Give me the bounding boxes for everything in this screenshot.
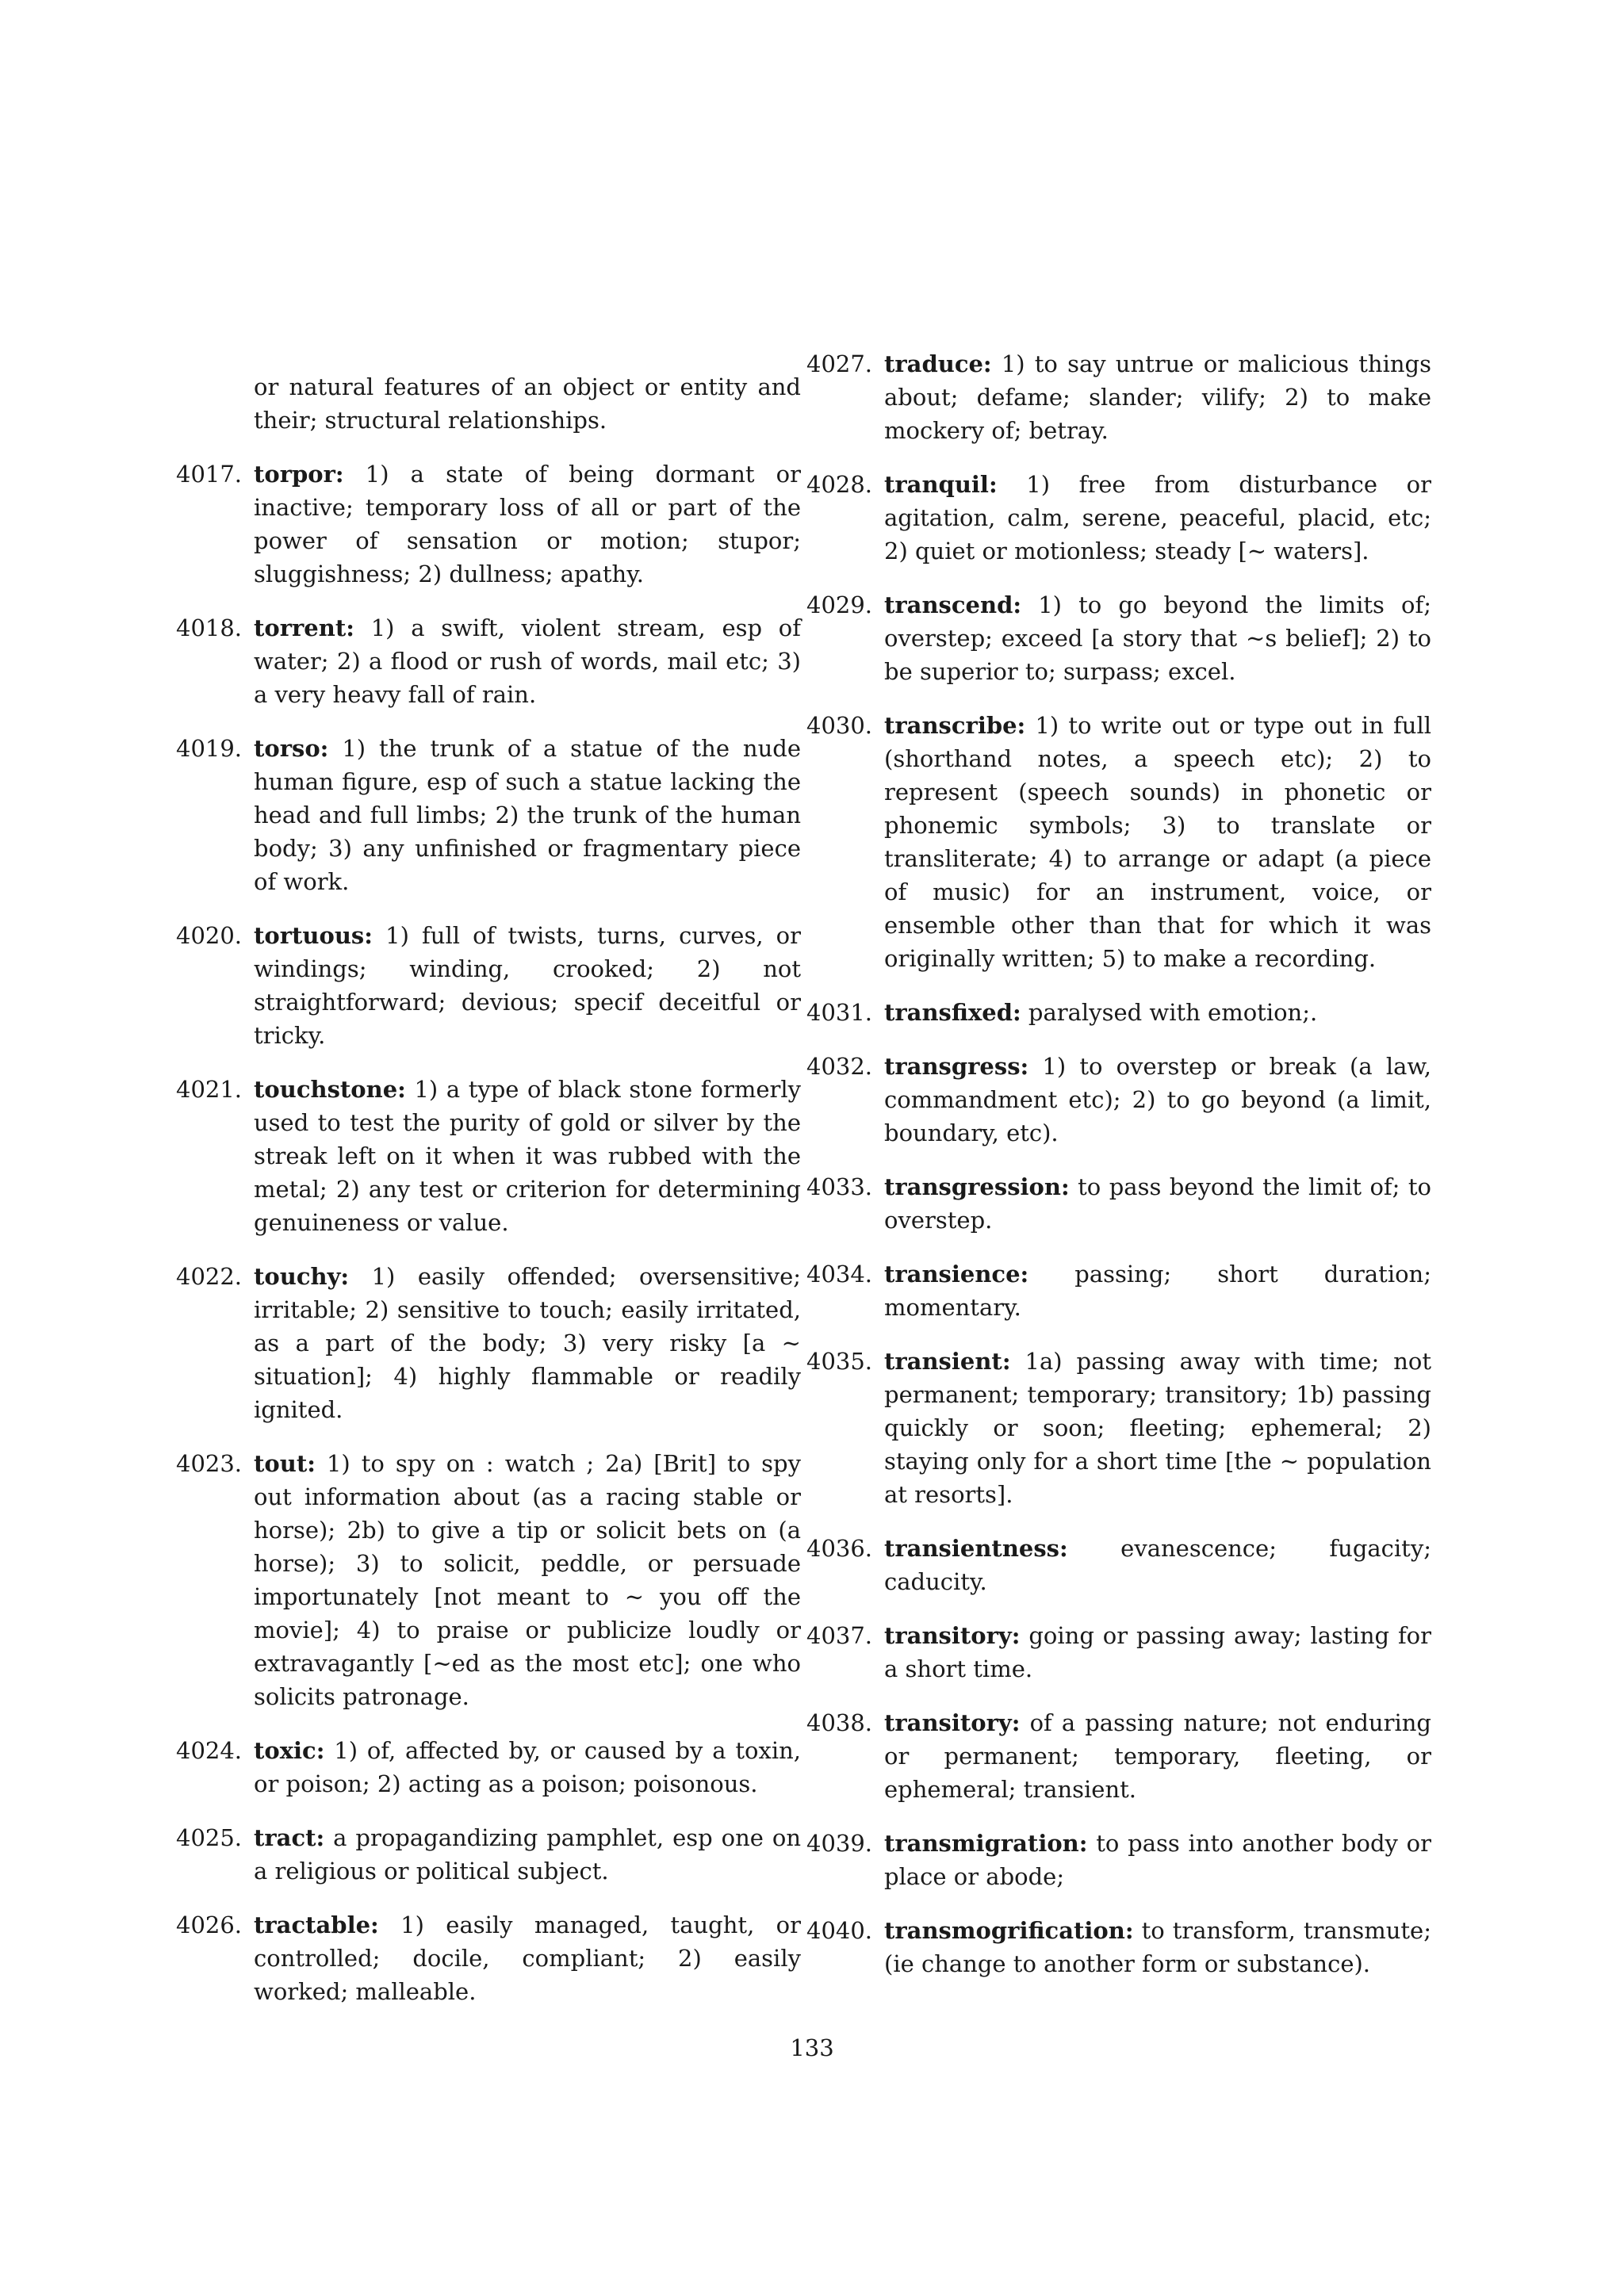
entry-number: 4026. (176, 1911, 243, 1938)
dictionary-entry (806, 1170, 1432, 1237)
headword: transitory: (884, 1709, 1021, 1736)
entry-number: 4025. (176, 1824, 243, 1851)
definition: 1) full of twists, turns, curves, or windings; winding, crooked; 2) not straightforward; devious; specif deceitful or tricky. (254, 922, 802, 1049)
definition: 1) to overstep or break (a law, commandment etc); 2) to go beyond (a limit, boundary, etc). (884, 1053, 1431, 1146)
headword: transientness: (884, 1535, 1068, 1562)
dictionary-entry (176, 1447, 802, 1713)
dictionary-entry (176, 1073, 802, 1239)
dictionary-entry (176, 1260, 802, 1426)
entry-number: 4017. (176, 461, 243, 488)
entry-number: 4021. (176, 1076, 243, 1103)
headword: transcend: (884, 591, 1022, 618)
entry-number: 4029. (806, 591, 873, 618)
headword: transitory: (884, 1622, 1021, 1649)
headword: toxic: (254, 1737, 325, 1764)
definition: 1) easily offended; oversensitive; irritable; 2) sensitive to touch; easily irritated, as a part of the body; 3) very risky [a ∼ situation]; 4) highly flammable or readily ignited. (254, 1263, 802, 1423)
dictionary-entry (176, 919, 802, 1052)
headword: transfixed: (884, 999, 1021, 1026)
continued-definition: or natural features of an object or entity and their; structural relationships. (254, 373, 801, 434)
headword: transgress: (884, 1053, 1029, 1080)
dictionary-entry (806, 709, 1432, 975)
entry-number: 4020. (176, 922, 243, 949)
entry-number: 4040. (806, 1917, 873, 1944)
headword: torpor: (254, 461, 344, 488)
entry-number: 4038. (806, 1709, 873, 1736)
definition: 1) of, affected by, or caused by a toxin, or poison; 2) acting as a poison; poisonous. (254, 1737, 801, 1797)
definition: 1) to go beyond the limits of; overstep; exceed [a story that ∼s belief]; 2) to be superior to; surpass; excel. (884, 591, 1432, 685)
dictionary-entry (176, 1734, 801, 1800)
entry-number: 4022. (176, 1263, 243, 1290)
headword: transience: (884, 1261, 1029, 1288)
definition: a propagandizing pamphlet, esp one on a religious or political subject. (254, 1824, 801, 1885)
headword: tranquil: (884, 471, 998, 498)
dictionary-entry (806, 588, 1432, 688)
headword: touchy: (254, 1263, 350, 1290)
right-column (806, 347, 1432, 2001)
headword: transient: (884, 1348, 1011, 1375)
dictionary-entry (806, 347, 1431, 447)
headword: torrent: (254, 614, 354, 641)
headword: touchstone: (254, 1076, 406, 1103)
dictionary-entry (806, 1619, 1431, 1686)
dictionary-entry (806, 468, 1431, 568)
dictionary-entry (806, 1257, 1432, 1324)
definition: to pass beyond the limit of; to overstep. (884, 1173, 1432, 1234)
left-column (176, 347, 802, 2029)
entry-number: 4037. (806, 1622, 873, 1649)
definition: 1) to say untrue or malicious things about; defame; slander; vilify; 2) to make mockery of; betray. (884, 350, 1431, 444)
dictionary-entry (176, 1821, 801, 1888)
entry-number: 4023. (176, 1450, 243, 1477)
entry-number: 4019. (176, 735, 243, 762)
headword: transmigration: (884, 1830, 1088, 1857)
entry-number: 4028. (806, 471, 873, 498)
entry-number: 4033. (806, 1173, 873, 1200)
definition: 1) a state of being dormant or inactive; temporary loss of all or part of the power of sensation or motion; stupor; sluggishness; 2) dullness; apathy. (254, 461, 801, 587)
definition: paralysed with emotion;. (1028, 999, 1318, 1026)
entry-number: 4032. (806, 1053, 873, 1080)
dictionary-entry (806, 1827, 1431, 1893)
definition: going or passing away; lasting for a short time. (884, 1622, 1431, 1682)
entry-number: 4031. (806, 999, 873, 1026)
dictionary-entry (806, 996, 1431, 1029)
entry-number: 4030. (806, 712, 873, 739)
dictionary-entry (806, 1345, 1431, 1511)
headword: torso: (254, 735, 329, 762)
entry-number: 4034. (806, 1261, 873, 1288)
definition: to pass into another body or place or abode; (884, 1830, 1431, 1890)
definition: 1a) passing away with time; not permanent; temporary; transitory; 1b) passing quickly or soon; fleeting; ephemeral; 2) staying only for a short time [the ∼ population at resorts]. (884, 1348, 1431, 1508)
definition: to transform, transmute; (ie change to another form or substance). (884, 1917, 1431, 1977)
headword: tract: (254, 1824, 325, 1851)
entry-number: 4024. (176, 1737, 243, 1764)
headword: tout: (254, 1450, 316, 1477)
definition: 1) easily managed, taught, or controlled; docile, compliant; 2) easily worked; malleable. (254, 1911, 801, 2005)
definition: 1) a swift, violent stream, esp of water; 2) a flood or rush of words, mail etc; 3) a very heavy fall of rain. (254, 614, 801, 708)
definition: 1) a type of black stone formerly used to test the purity of gold or silver by the streak left on it when it was rubbed with the metal; 2) any test or criterion for determining genuineness or value. (254, 1076, 802, 1236)
definition: 1) the trunk of a statue of the nude human figure, esp of such a statue lacking the head and full limbs; 2) the trunk of the human body; 3) any unfinished or fragmentary piece of work. (254, 735, 802, 895)
page-number: 133 (790, 2034, 834, 2061)
headword: transgression: (884, 1173, 1070, 1200)
entry-number: 4036. (806, 1535, 873, 1562)
definition: passing; short duration; momentary. (884, 1261, 1432, 1321)
headword: tractable: (254, 1911, 379, 1938)
dictionary-entry (176, 1908, 801, 2008)
headword: traduce: (884, 350, 992, 377)
dictionary-entry (176, 732, 802, 898)
dictionary-entry (806, 1706, 1431, 1806)
entry-number: 4039. (806, 1830, 873, 1857)
definition: evanescence; fugacity; caducity. (884, 1535, 1431, 1595)
dictionary-entry (806, 1050, 1431, 1150)
entry-number: 4035. (806, 1348, 873, 1375)
definition: 1) to spy on : watch ; 2a) [Brit] to spy out information about (as a racing stable or horse); 2b) to give a tip or solicit bets on (a horse); 3) to solicit, peddle, or persuade importunately [not meant to ∼ you off the movie]; 4) to praise or publicize loudly or extravagantly [∼ed as the most etc]; one who solicits patronage. (254, 1450, 802, 1710)
dictionary-entry (806, 1914, 1431, 1980)
definition: 1) to write out or type out in full (shorthand notes, a speech etc); 2) to represent (speech sounds) in phonetic or phonemic symbols; 3) to translate or transliterate; 4) to arrange or adapt (a piece of music) for an instrument, voice, or ensemble other than that for which it was originally written; 5) to make a recording. (884, 712, 1432, 972)
definition: of a passing nature; not enduring or permanent; temporary, fleeting, or ephemeral; transient. (884, 1709, 1431, 1803)
entry-number: 4027. (806, 350, 873, 377)
dictionary-entry (806, 1532, 1431, 1598)
entry-number: 4018. (176, 614, 243, 641)
definition: 1) free from disturbance or agitation, calm, serene, peaceful, placid, etc; 2) quiet or motionless; steady [∼ waters]. (884, 471, 1431, 564)
headword: transcribe: (884, 712, 1026, 739)
dictionary-entry (176, 457, 801, 591)
headword: transmogrification: (884, 1917, 1134, 1944)
headword: tortuous: (254, 922, 373, 949)
dictionary-entry (176, 611, 801, 711)
